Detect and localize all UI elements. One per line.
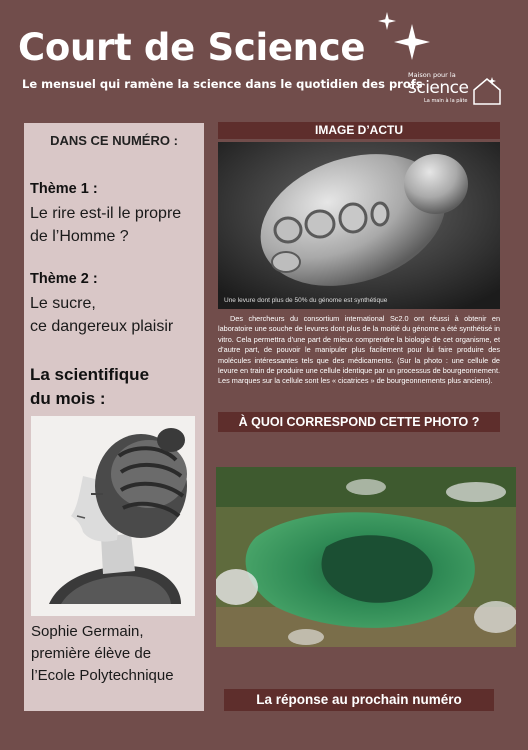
theme-2-label: Thème 2 :: [30, 271, 98, 287]
contents-heading: DANS CE NUMÉRO :: [50, 133, 178, 148]
logo-line-2: science: [408, 78, 469, 98]
maison-science-logo: [408, 72, 504, 108]
question-banner: À QUOI CORRESPOND CETTE PHOTO ?: [218, 412, 500, 432]
theme-1-text: Le rire est-il le propre de l’Homme ?: [30, 205, 182, 245]
scientist-heading-line-1: La scientifique: [30, 365, 150, 384]
logo-line-3: La main à la pâte: [424, 98, 468, 104]
satellite-photo: [216, 467, 516, 647]
scientist-heading-line-2: du mois :: [30, 389, 106, 408]
yeast-cell-image: [218, 142, 500, 309]
theme-1-label: Thème 1 :: [30, 181, 98, 197]
satellite-photo-drawing: [216, 467, 516, 647]
magazine-title: Court de Science: [18, 26, 366, 69]
theme-2-text-line-2: ce dangereux plaisir: [30, 318, 174, 335]
magazine-subtitle: Le mensuel qui ramène la science dans le quotidien des profs: [22, 77, 423, 91]
caption-line-1: Sophie Germain,: [31, 623, 144, 640]
issue-contents-panel: [24, 123, 204, 711]
caption-line-2: première élève de: [31, 645, 152, 662]
image-caption: Une levure dont plus de 50% du génome est synthétique: [224, 297, 388, 304]
scientist-heading: [30, 363, 202, 411]
sparkle-icon: [394, 24, 430, 60]
caption-line-3: l’Ecole Polytechnique: [31, 667, 174, 684]
theme-2-text-line-1: Le sucre,: [30, 295, 96, 312]
answer-banner: La réponse au prochain numéro: [224, 689, 494, 711]
news-article-text: Des chercheurs du consortium international Sc2.0 ont réussi à obtenir en laboratoire une souche de levures dont plus de la moitié du génome a été synthétisé in vitro. Cela permettra d’une part de mieux comprendre la biologie de cet organisme, et d’autre part, de pouvoir le manipuler plus facilement pour lui faire produire des molécules intéressantes tels que des médicaments. (Sur la photo : une cellule de levure en train de produire une cellule identique par un processus de bourgeonnement. Les marques sur la cellule sont les « cicatrices » de bourgeonnements plus anciens).: [218, 314, 500, 386]
sophie-germain-portrait: [31, 416, 195, 616]
yeast-cell-drawing: [218, 142, 500, 309]
scientist-caption: [31, 621, 203, 687]
news-image-banner: IMAGE D’ACTU: [218, 122, 500, 139]
logo-line-1: Maison pour la: [408, 71, 456, 79]
house-icon: [472, 76, 502, 106]
